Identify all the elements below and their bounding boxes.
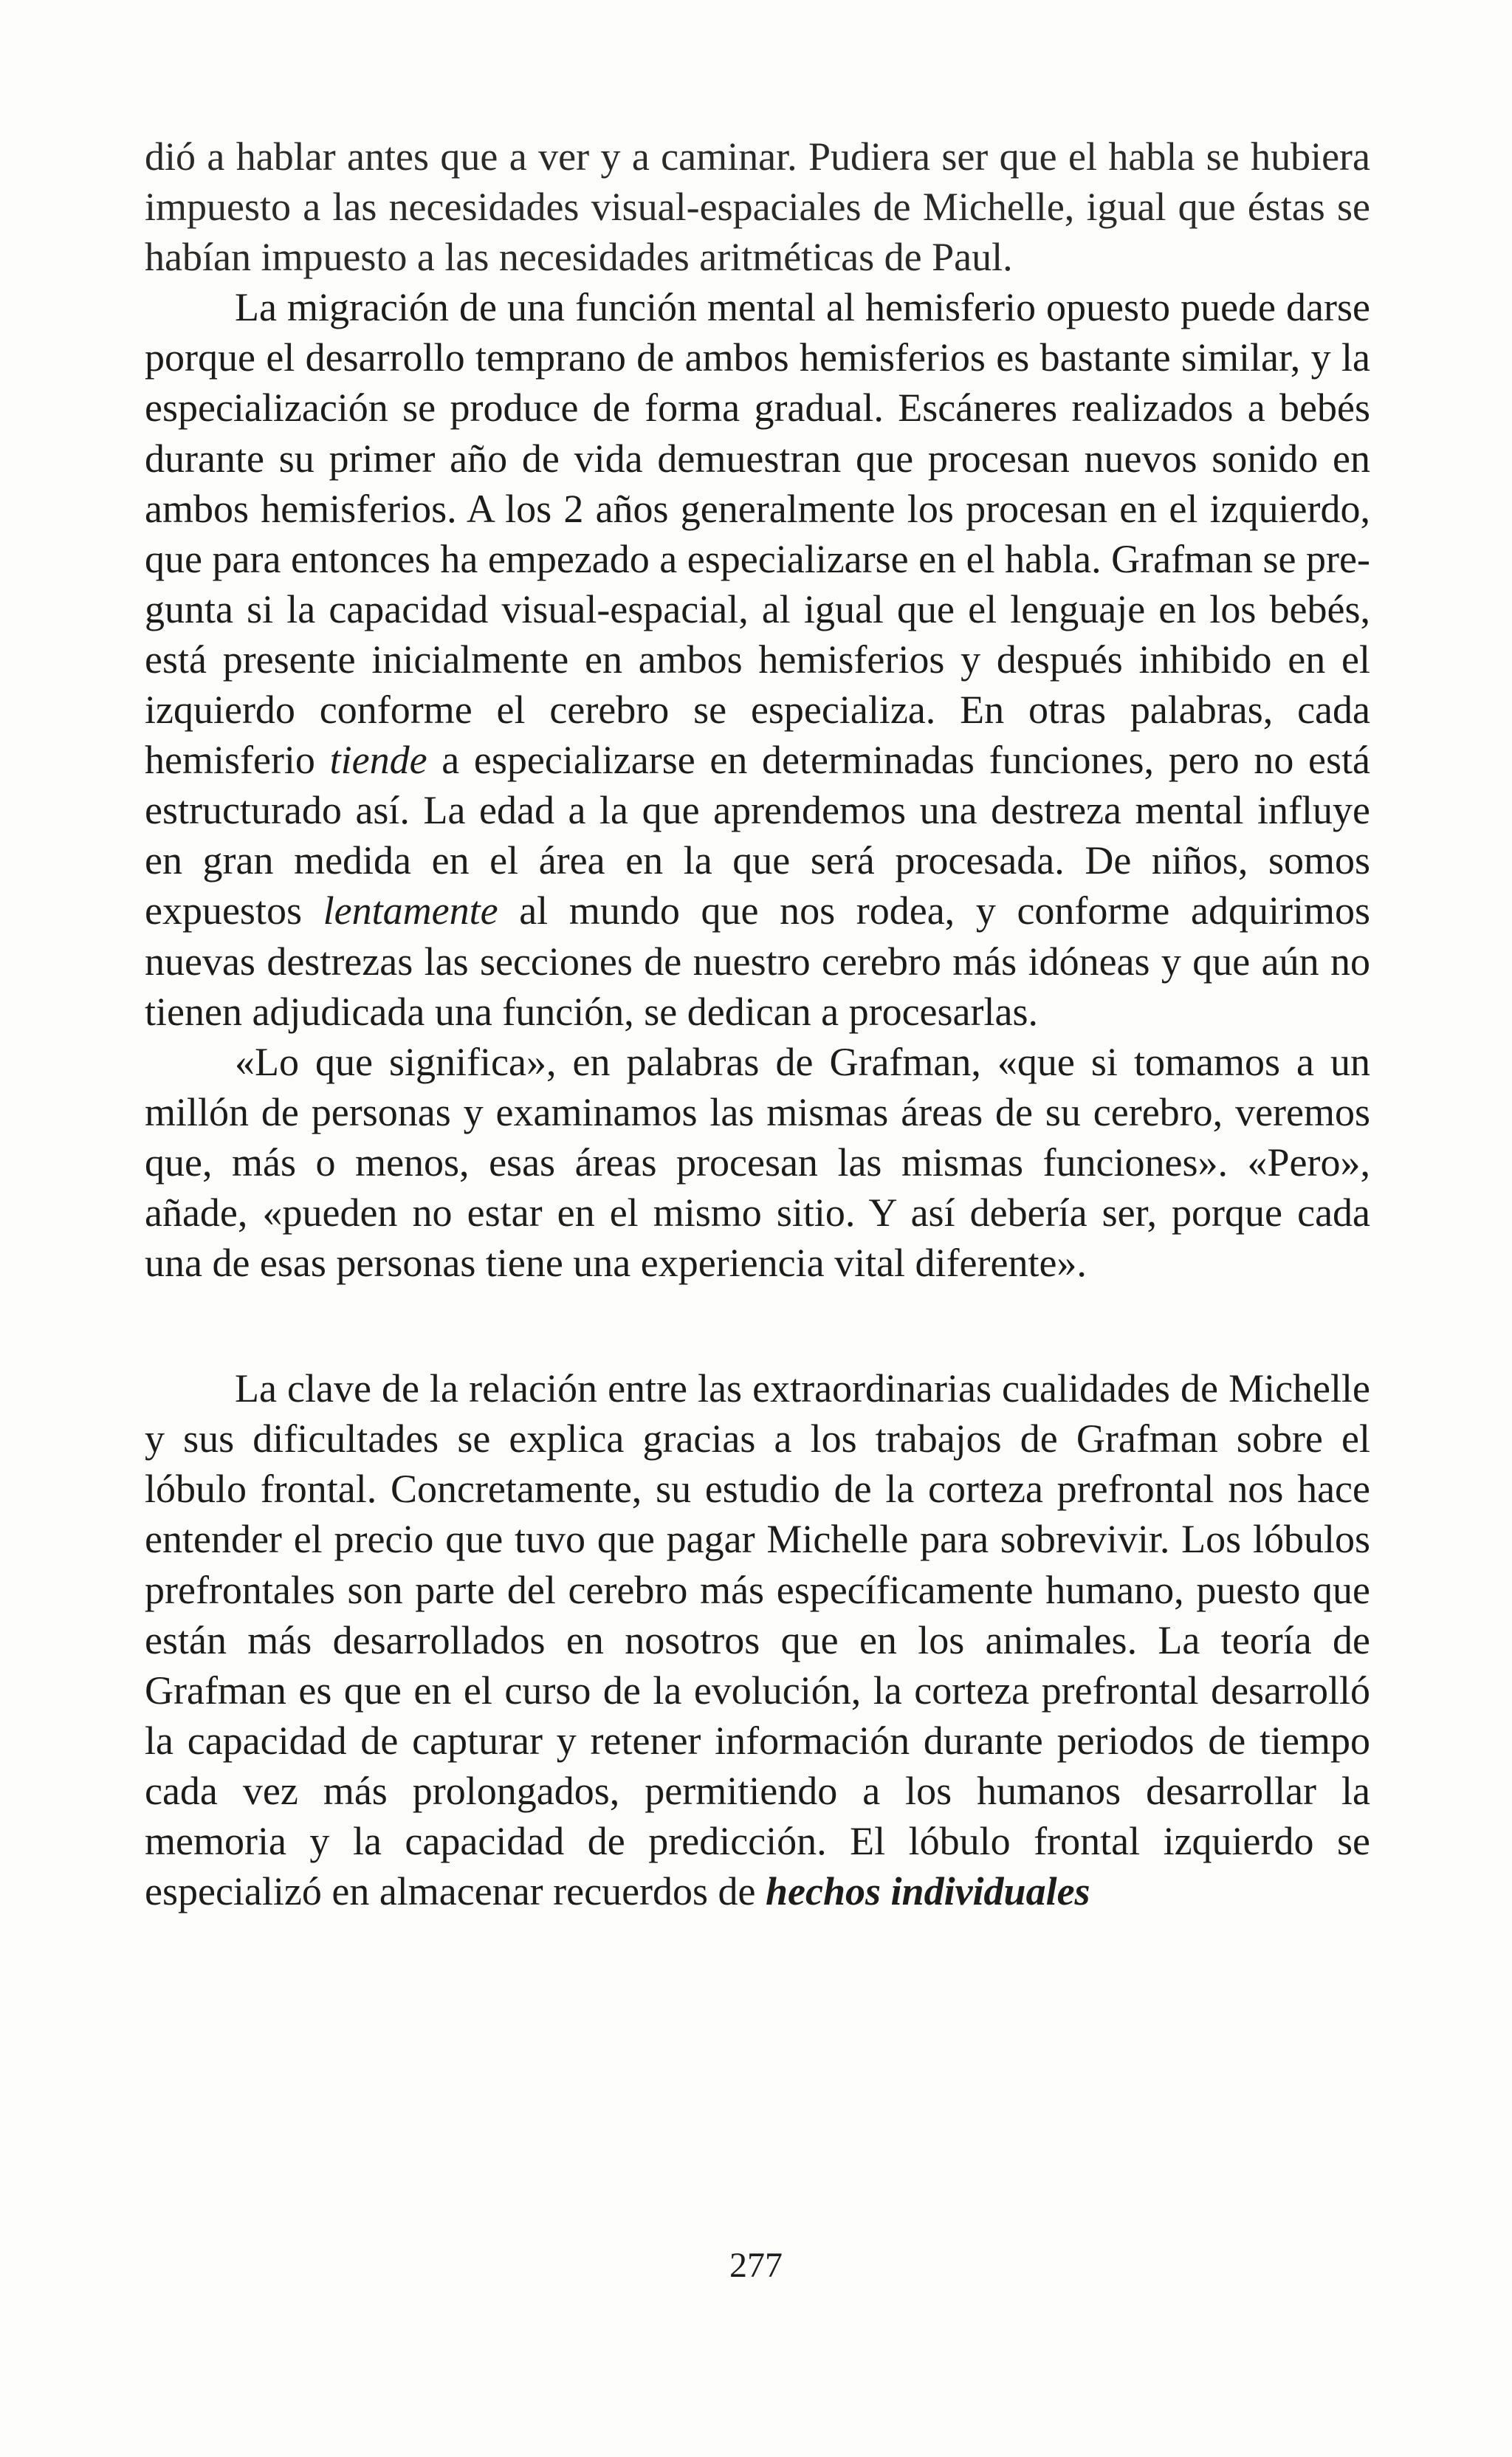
text-run: La clave de la relación entre las extraordinarias cualidades de Michelle y sus dificultades se explica gracias a los trabajos de Grafman sobre el lóbulo frontal. Concretamente, su estudio de la corteza prefrontal nos hace entender el precio que tuvo que pagar Michelle para sobrevivir. Los lóbulos prefrontales son parte del cerebro más específicamente humano, puesto que están más desarrollados en nosotros que en los animales. La teoría de Grafman es que en el curso de la evolución, la corteza prefrontal desarrolló la capacidad de capturar y retener información durante periodos de tiempo cada vez más prolongados, permitiendo a los humanos desarrollar la memoria y la capacidad de predicción. El lóbulo frontal izquierdo se especializó en almacenar recuerdos de	[145, 1366, 1370, 1914]
page-number: 277	[729, 2246, 783, 2285]
text-run: a especializarse en determinadas funciones, pero no está estructurado así. La edad a la que aprendemos una destreza mental influye en gran medida en el área en la que será procesada. De niños, somos expuestos	[145, 738, 1370, 933]
text-run: dió a hablar antes que a ver y a caminar. Pudiera ser que el habla se hubiera impuesto a las necesidades visual-espaciales de Michelle, igual que éstas se habían impuesto a las necesidades aritméticas de Paul.	[145, 134, 1370, 280]
emphasis-text: tiende	[329, 738, 427, 783]
paragraph-4	[145, 1363, 1370, 1916]
book-page-text	[145, 131, 1370, 2347]
emphasis-text: lentamente	[323, 888, 498, 933]
section-break	[145, 1288, 1370, 1363]
emphasis-text: hechos individuales	[766, 1869, 1090, 1914]
paragraph-2	[145, 282, 1370, 1036]
text-run: «Lo que significa», en palabras de Grafman, «que si tomamos a un millón de personas y examinamos las mismas áreas de su cerebro, veremos que, más o menos, esas áreas procesan las mismas funciones». «Pero», añade, «pueden no estar en el mismo sitio. Y así debería ser, porque cada una de esas personas tiene una experiencia vital diferente».	[145, 1039, 1370, 1286]
paragraph-1	[145, 131, 1370, 282]
paragraph-3	[145, 1037, 1370, 1288]
text-run: al mundo que nos rodea, y conforme adquirimos nuevas destrezas las secciones de nuestro cerebro más idóneas y que aún no tienen adjudicada una función, se dedican a procesarlas.	[145, 888, 1370, 1034]
text-run: La migración de una función mental al hemisferio opuesto puede darse porque el desarrollo temprano de ambos hemisferios es bastante similar, y la especialización se produce de forma gradual. Escáneres realizados a bebés durante su primer año de vida demuestran que procesan nuevos sonido en ambos hemisferios. A los 2 años generalmente los procesan en el izquierdo, que para entonces ha empezado a especializarse en el habla. Grafman se pregunta si la capacidad visual-espacial, al igual que el lenguaje en los bebés, está presente inicialmente en ambos hemisferios y después inhibido en el izquierdo conforme el cerebro se especializa. En otras palabras, cada hemisferio	[145, 285, 1370, 783]
